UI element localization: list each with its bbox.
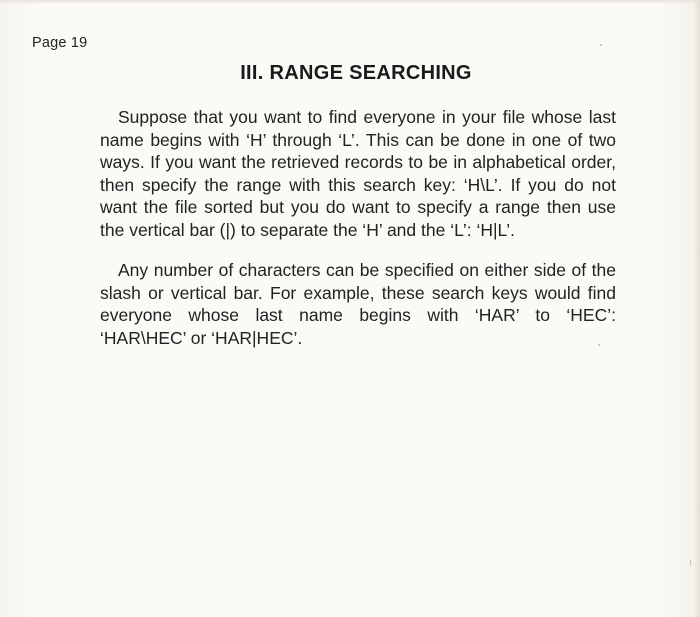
paragraph-line: ‘HAR\HEC’ or ‘HAR|HEC’. [100,327,303,348]
paper-speck [690,560,691,565]
paragraph-line: name begins with ‘H’ through ‘L’. This can be done in one of two [100,129,616,150]
paragraph-line: the vertical bar (|) to separate the ‘H’ and the ‘L’: ‘H|L’. [100,219,516,240]
paragraph-2 [100,259,616,349]
paragraph-1 [100,106,616,241]
paragraph-line: ways. If you want the retrieved records to be in alphabetical order, [100,152,616,172]
section-title: III. RANGE SEARCHING [240,62,472,84]
paragraph-line: then specify the range with this search key: ‘H\L’. If you do not [100,174,616,195]
page-top-edge [0,0,700,4]
paragraph-line: everyone whose last name begins with ‘HAR’ to ‘HEC’: [100,305,616,325]
page-number: Page 19 [32,35,88,51]
paragraph-line: Any number of characters can be specified on either side of the [118,260,616,280]
paragraph-line: want the file sorted but you do want to specify a range then use [100,197,616,217]
paper-speck [600,44,602,46]
paragraph-line: Suppose that you want to find everyone in your file whose last [118,107,616,127]
paragraph-line: slash or vertical bar. For example, these search keys would find [100,282,616,303]
page-right-edge [694,0,700,617]
paper-speck [598,344,600,346]
